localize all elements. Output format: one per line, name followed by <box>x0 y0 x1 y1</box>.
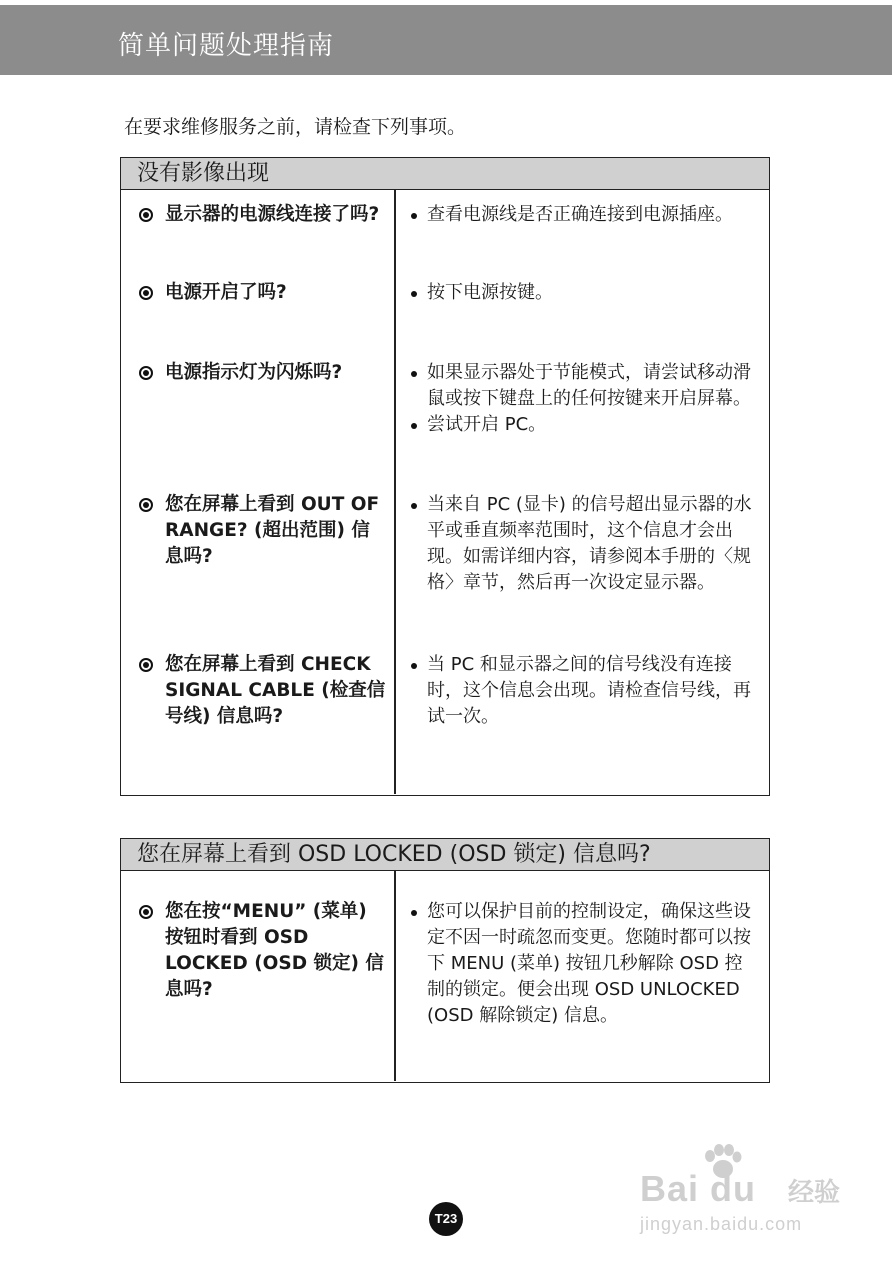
answer-text: 当来自 PC (显卡) 的信号超出显示器的水平或垂直频率范围时，这个信息才会出现。如需详细内容，请参阅本手册的〈规格〉章节，然后再一次设定显示器。 <box>427 494 752 593</box>
answer-text: 按下电源按键。 <box>427 282 553 303</box>
question-item <box>139 492 387 570</box>
answer-text: 如果显示器处于节能模式，请尝试移动滑鼠或按下键盘上的任何按键来开启屏幕。 <box>427 362 751 409</box>
header-bar <box>0 5 892 75</box>
answer-item <box>409 360 757 438</box>
question-item <box>139 652 387 730</box>
bullet-dot-icon <box>411 503 417 509</box>
question-text: 电源开启了吗? <box>165 282 287 303</box>
question-text: 电源指示灯为闪烁吗? <box>165 362 343 383</box>
bullet-dot-icon <box>411 663 417 669</box>
bullet-dot-icon <box>411 291 417 297</box>
target-bullet-icon <box>139 208 153 222</box>
section-title: 您在屏幕上看到 OSD LOCKED (OSD 锁定) 信息吗? <box>121 839 769 871</box>
bullet-dot-icon <box>411 910 417 916</box>
answer-text: 查看电源线是否正确连接到电源插座。 <box>427 204 733 225</box>
page-title: 简单问题处理指南 <box>118 31 335 61</box>
baidu-jingyan-watermark <box>640 1150 850 1250</box>
answer-item <box>409 899 757 1029</box>
target-bullet-icon <box>139 286 153 300</box>
answer-item <box>409 652 757 730</box>
question-text: 您在屏幕上看到 OUT OF RANGE? (超出范围) 信息吗? <box>165 494 380 567</box>
column-divider <box>394 871 396 1081</box>
question-item <box>139 360 387 386</box>
column-divider <box>394 190 396 794</box>
section-title: 没有影像出现 <box>121 158 769 190</box>
intro-text: 在要求维修服务之前，请检查下列事项。 <box>124 116 467 138</box>
answer-item <box>409 280 757 306</box>
target-bullet-icon <box>139 905 153 919</box>
watermark-url: jingyan.baidu.com <box>640 1214 803 1234</box>
answer-text: 当 PC 和显示器之间的信号线没有连接时，这个信息会出现。请检查信号线，再试一次。 <box>427 654 751 727</box>
answer-item <box>409 202 757 228</box>
target-bullet-icon <box>139 366 153 380</box>
target-bullet-icon <box>139 658 153 672</box>
section-no-image <box>120 157 770 796</box>
bullet-dot-icon <box>411 213 417 219</box>
question-item <box>139 899 387 1003</box>
bullet-dot-icon <box>411 371 417 377</box>
target-bullet-icon <box>139 498 153 512</box>
answer-text: 尝试开启 PC。 <box>427 414 547 435</box>
question-item <box>139 280 387 306</box>
page-number-badge: T23 <box>429 1202 463 1236</box>
question-item <box>139 202 387 228</box>
question-text: 您在按“MENU” (菜单) 按钮时看到 OSD LOCKED (OSD 锁定) 信息吗? <box>165 901 384 1000</box>
section-body <box>121 871 769 1081</box>
answer-text: 您可以保护目前的控制设定，确保这些设定不因一时疏忽而变更。您随时都可以按下 MENU (菜单) 按钮几秒解除 OSD 控制的锁定。便会出现 OSD UNLOCKED (OSD 解除锁定) 信息。 <box>427 901 751 1026</box>
watermark-brand: Bai du <box>640 1168 757 1209</box>
answer-item <box>409 492 757 596</box>
section-osd-locked <box>120 838 770 1083</box>
bullet-dot-icon <box>411 423 417 429</box>
section-body <box>121 190 769 794</box>
question-text: 显示器的电源线连接了吗? <box>165 204 380 225</box>
watermark-sub: 经验 <box>788 1178 841 1208</box>
question-text: 您在屏幕上看到 CHECK SIGNAL CABLE (检查信号线) 信息吗? <box>165 654 386 727</box>
